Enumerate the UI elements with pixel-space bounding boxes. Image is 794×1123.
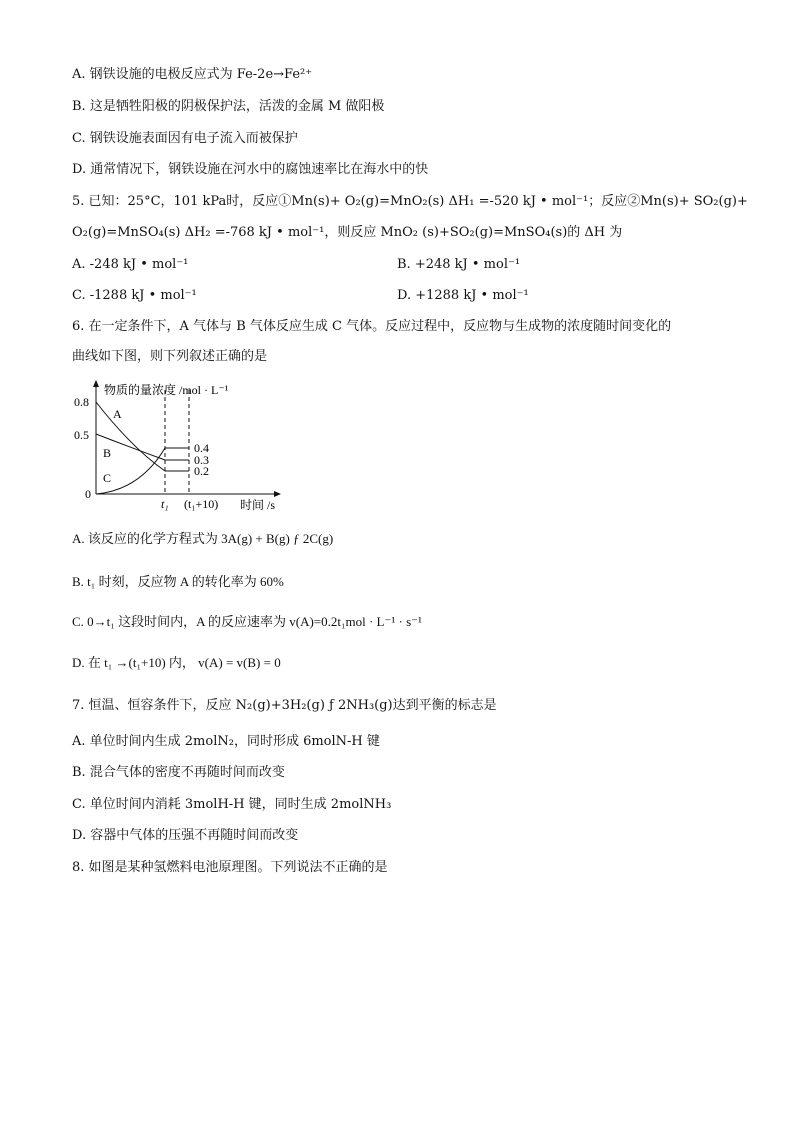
q4-option-c: C. 钢铁设施表面因有电子流入而被保护 xyxy=(72,131,298,146)
y-tick-0.5: 0.5 xyxy=(74,428,89,442)
q4-option-a: A. 钢铁设施的电极反应式为 Fe-2e→Fe²⁺ xyxy=(72,67,313,82)
x-axis-label: 时间 /s xyxy=(240,498,276,512)
q5-option-d: D. +1288 kJ • mol⁻¹ xyxy=(397,288,529,303)
concentration-time-graph xyxy=(72,378,312,514)
q6-option-a: A. 该反应的化学方程式为 3A(g) + B(g) ƒ 2C(g) xyxy=(72,531,334,546)
q7-option-c: C. 单位时间内消耗 3molH-H 键，同时生成 2molNH₃ xyxy=(72,797,392,812)
y-tick-0: 0 xyxy=(85,487,91,501)
q5-option-a: A. -248 kJ • mol⁻¹ xyxy=(72,257,189,272)
q7-stem: 7. 恒温、恒容条件下，反应 N₂(g)+3H₂(g) ƒ 2NH₃(g)达到平衡的标志是 xyxy=(72,698,497,713)
q7-option-d: D. 容器中气体的压强不再随时间而改变 xyxy=(72,828,299,843)
q6-option-c: C. 0→t₁ 这段时间内，A 的反应速率为 v(A)=0.2t₁mol · L⁻¹ · s⁻¹ xyxy=(72,614,422,629)
q6-option-b: B. t₁ 时刻，反应物 A 的转化率为 60% xyxy=(72,574,284,589)
x-axis-arrow xyxy=(274,491,281,497)
x-tick-t1: t₁ xyxy=(161,497,169,511)
q7-option-a: A. 单位时间内生成 2molN₂，同时形成 6molN-H 键 xyxy=(72,734,380,749)
x-tick-t1-plus-10: (t₁+10) xyxy=(184,497,219,511)
value-0.2: 0.2 xyxy=(194,464,209,478)
q6-stem-line2: 曲线如下图，则下列叙述正确的是 xyxy=(72,349,268,364)
y-tick-0.8: 0.8 xyxy=(74,395,89,409)
y-axis-label: 物质的量浓度 /mol · L⁻¹ xyxy=(104,383,229,397)
q5-stem-line1: 5. 已知：25°C，101 kPa时，反应①Mn(s)+ O₂(g)=MnO₂(s) ΔH₁ =-520 kJ • mol⁻¹；反应②Mn(s)+ SO₂(g)+ xyxy=(72,194,748,209)
q4-option-b: B. 这是牺牲阳极的阴极保护法，活泼的金属 M 做阳极 xyxy=(72,99,385,114)
value-0.3: 0.3 xyxy=(194,453,209,467)
q4-option-d: D. 通常情况下，钢铁设施在河水中的腐蚀速率比在海水中的快 xyxy=(72,162,429,177)
q5-stem-line2: O₂(g)=MnSO₄(s) ΔH₂ =-768 kJ • mol⁻¹，则反应 MnO₂ (s)+SO₂(g)=MnSO₄(s)的 ΔH 为 xyxy=(72,225,623,240)
curve-label-a: A xyxy=(113,407,122,421)
q8-stem: 8. 如图是某种氢燃料电池原理图。下列说法不正确的是 xyxy=(72,860,388,875)
q6-option-d: D. 在 t₁ →(t₁+10) 内， v(A) = v(B) = 0 xyxy=(72,655,281,670)
q6-stem-line1: 6. 在一定条件下，A 气体与 B 气体反应生成 C 气体。反应过程中，反应物与生成物的浓度随时间变化的 xyxy=(72,319,672,334)
q5-option-b: B. +248 kJ • mol⁻¹ xyxy=(397,257,521,272)
value-0.4: 0.4 xyxy=(194,441,209,455)
curve-label-b: B xyxy=(103,446,112,460)
curve-a xyxy=(96,402,165,471)
curve-label-c: C xyxy=(103,471,112,485)
y-axis-arrow xyxy=(93,380,99,387)
q5-option-c: C. -1288 kJ • mol⁻¹ xyxy=(72,288,197,303)
q7-option-b: B. 混合气体的密度不再随时间而改变 xyxy=(72,765,285,780)
